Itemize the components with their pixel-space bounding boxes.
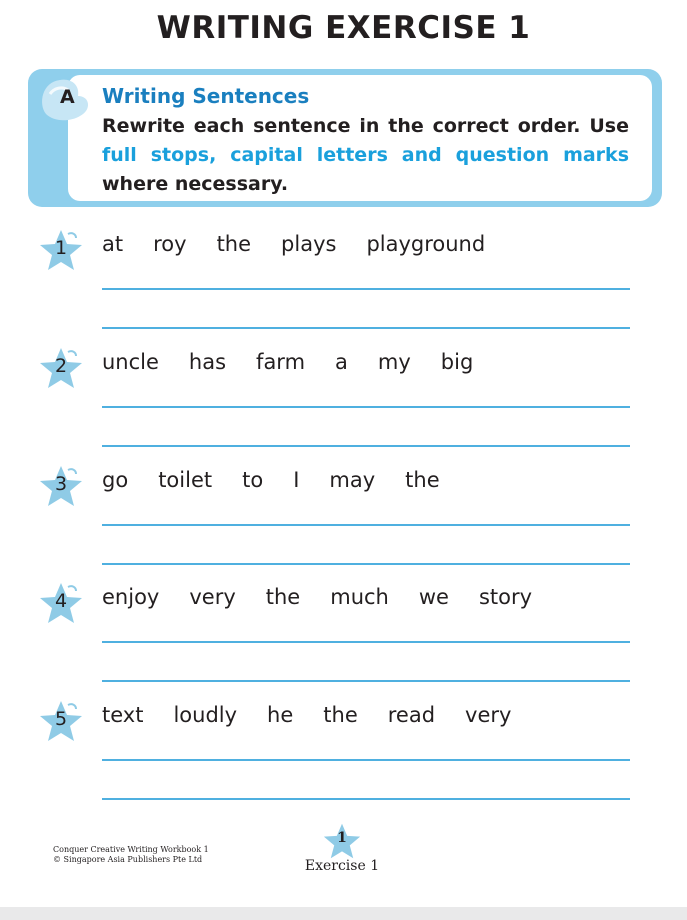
jumbled-word: go [102, 468, 129, 492]
question-number: 2 [54, 355, 68, 377]
jumbled-word: he [267, 703, 294, 727]
jumbled-word: uncle [102, 350, 159, 374]
jumbled-word: big [440, 350, 474, 374]
jumbled-word: we [418, 585, 449, 609]
page-label: Exercise 1 [304, 858, 380, 874]
answer-line[interactable] [102, 445, 630, 447]
instruction-part: Rewrite each sentence in the correct order. Use [102, 115, 629, 137]
answer-line[interactable] [102, 563, 630, 565]
question-number: 5 [54, 708, 68, 730]
jumbled-words [102, 468, 470, 492]
answer-line[interactable] [102, 524, 630, 526]
jumbled-word: playground [366, 232, 486, 256]
jumbled-word: has [188, 350, 227, 374]
jumbled-words [102, 350, 503, 374]
jumbled-word: the [405, 468, 440, 492]
answer-line[interactable] [102, 327, 630, 329]
jumbled-word: I [293, 468, 300, 492]
jumbled-word: to [242, 468, 264, 492]
answer-line[interactable] [102, 288, 630, 290]
jumbled-word: loudly [173, 703, 238, 727]
answer-line[interactable] [102, 641, 630, 643]
jumbled-words [102, 232, 515, 256]
bottom-band [0, 907, 687, 920]
jumbled-word: my [377, 350, 411, 374]
jumbled-word: the [265, 585, 301, 609]
jumbled-word: plays [281, 232, 337, 256]
jumbled-word: story [478, 585, 533, 609]
section-letter: A [60, 86, 75, 108]
jumbled-word: very [465, 703, 512, 727]
jumbled-word: may [329, 468, 376, 492]
jumbled-word: farm [256, 350, 306, 374]
jumbled-word: enjoy [102, 585, 160, 609]
answer-line[interactable] [102, 759, 630, 761]
answer-line[interactable] [102, 680, 630, 682]
instruction-highlight: full stops, capital letters and question marks [102, 144, 629, 166]
jumbled-word: much [330, 585, 389, 609]
question-number: 1 [54, 237, 68, 259]
answer-line[interactable] [102, 406, 630, 408]
page-title: WRITING EXERCISE 1 [156, 10, 531, 46]
jumbled-word: at [102, 232, 124, 256]
jumbled-words [102, 585, 562, 609]
instruction-heading: Writing Sentences [102, 84, 310, 108]
jumbled-word: the [323, 703, 358, 727]
footer-credit [53, 845, 209, 865]
question-number: 3 [54, 473, 68, 495]
jumbled-word: very [189, 585, 236, 609]
instruction-text [102, 112, 629, 199]
jumbled-word: text [102, 703, 144, 727]
footer-credit-line: © Singapore Asia Publishers Pte Ltd [53, 855, 203, 864]
answer-line[interactable] [102, 798, 630, 800]
jumbled-words [102, 703, 541, 727]
jumbled-word: a [335, 350, 348, 374]
jumbled-word: read [387, 703, 436, 727]
jumbled-word: toilet [158, 468, 213, 492]
question-number: 4 [54, 590, 68, 612]
instruction-part: where necessary. [102, 173, 289, 195]
footer-credit-line: Conquer Creative Writing Workbook 1 [53, 845, 209, 854]
page-number: 1 [337, 830, 347, 846]
jumbled-word: roy [153, 232, 187, 256]
jumbled-word: the [216, 232, 252, 256]
